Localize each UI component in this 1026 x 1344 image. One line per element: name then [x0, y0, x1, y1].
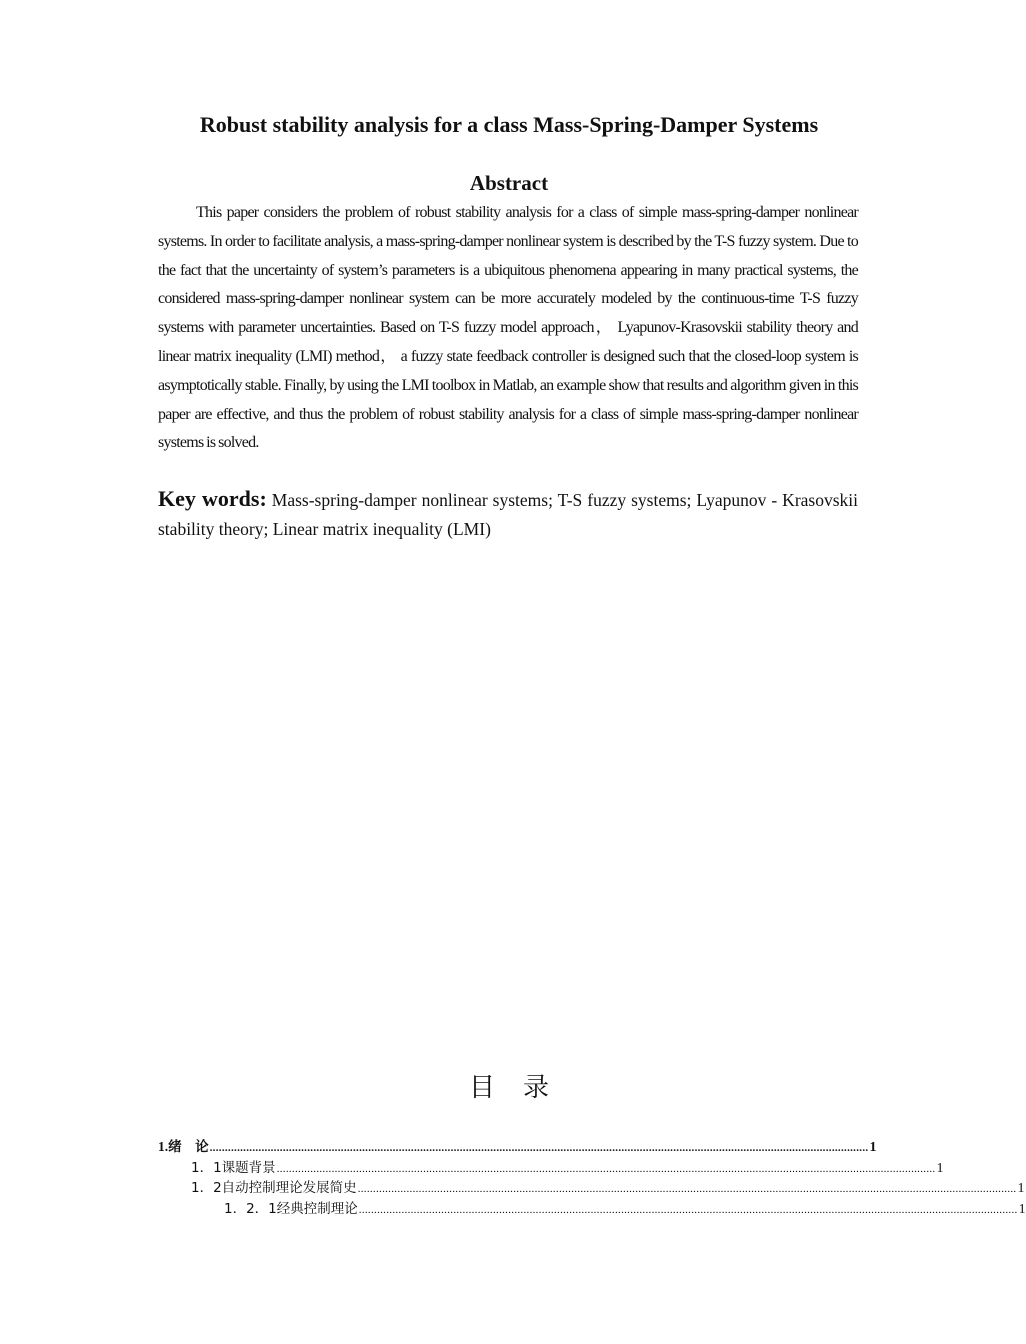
- paper-title: Robust stability analysis for a class Mass-Spring-Damper Systems: [199, 112, 819, 137]
- keywords: [158, 484, 858, 544]
- toc-leader-dots: ........................................................................................................................................................................................................................: [358, 1203, 1018, 1216]
- abstract-heading: Abstract: [469, 171, 549, 195]
- toc-entry-text: 1．1课题背景: [191, 1159, 276, 1176]
- toc-entry-page: 1: [869, 1140, 877, 1155]
- toc-entry[interactable]: [158, 1199, 1026, 1220]
- toc-leader-dots: ........................................................................................................................................................................................................................: [209, 1142, 869, 1154]
- keywords-text: Mass-spring-damper nonlinear systems; T-S fuzzy systems; Lyapunov - Krasovskii stability theory; Linear matrix inequality (LMI): [158, 490, 859, 539]
- toc-entry[interactable]: [158, 1158, 944, 1179]
- toc-leader-dots: ........................................................................................................................................................................................................................: [357, 1183, 1017, 1195]
- toc-entry-text: 1．2自动控制理论发展简史: [191, 1180, 357, 1196]
- toc-entry-page: 1: [1018, 1201, 1026, 1217]
- toc-leader-dots: ........................................................................................................................................................................................................................: [276, 1162, 936, 1175]
- toc-entry-text: 1．2．1经典控制理论: [224, 1200, 358, 1217]
- keywords-label: Key words:: [158, 486, 267, 511]
- toc-title: 目录: [468, 1073, 577, 1103]
- toc-entry[interactable]: [158, 1137, 877, 1158]
- toc-entry[interactable]: [158, 1178, 1025, 1199]
- toc-entry-page: 1: [1017, 1181, 1025, 1196]
- toc-entry-text: 1.绪 论: [158, 1139, 209, 1154]
- abstract-body: This paper considers the problem of robust stability analysis for a class of simple mass-spring-damper nonlinear systems. In order to facilitate analysis, a mass-spring-damper nonlinear system is described by the T-S fuzzy system. Due to the fact that the uncertainty of system’s parameters is a ubiquitous phenomena appearing in many practical systems, the considered mass-spring-damper nonlinear system can be more accurately modeled by the continuous-time T-S fuzzy systems with parameter uncertainties. Based on T-S fuzzy model approach， Lyapunov-Krasovskii stability theory and linear matrix inequality (LMI) method， a fuzzy state feedback controller is designed such that the closed-loop system is asymptotically stable. Finally, by using the LMI toolbox in Matlab, an example show that results and algorithm given in this paper are effective, and thus the problem of robust stability analysis for a class of simple mass-spring-damper nonlinear systems is solved.: [158, 204, 858, 452]
- toc-entry-page: 1: [936, 1160, 944, 1176]
- table-of-contents: [158, 1137, 1026, 1219]
